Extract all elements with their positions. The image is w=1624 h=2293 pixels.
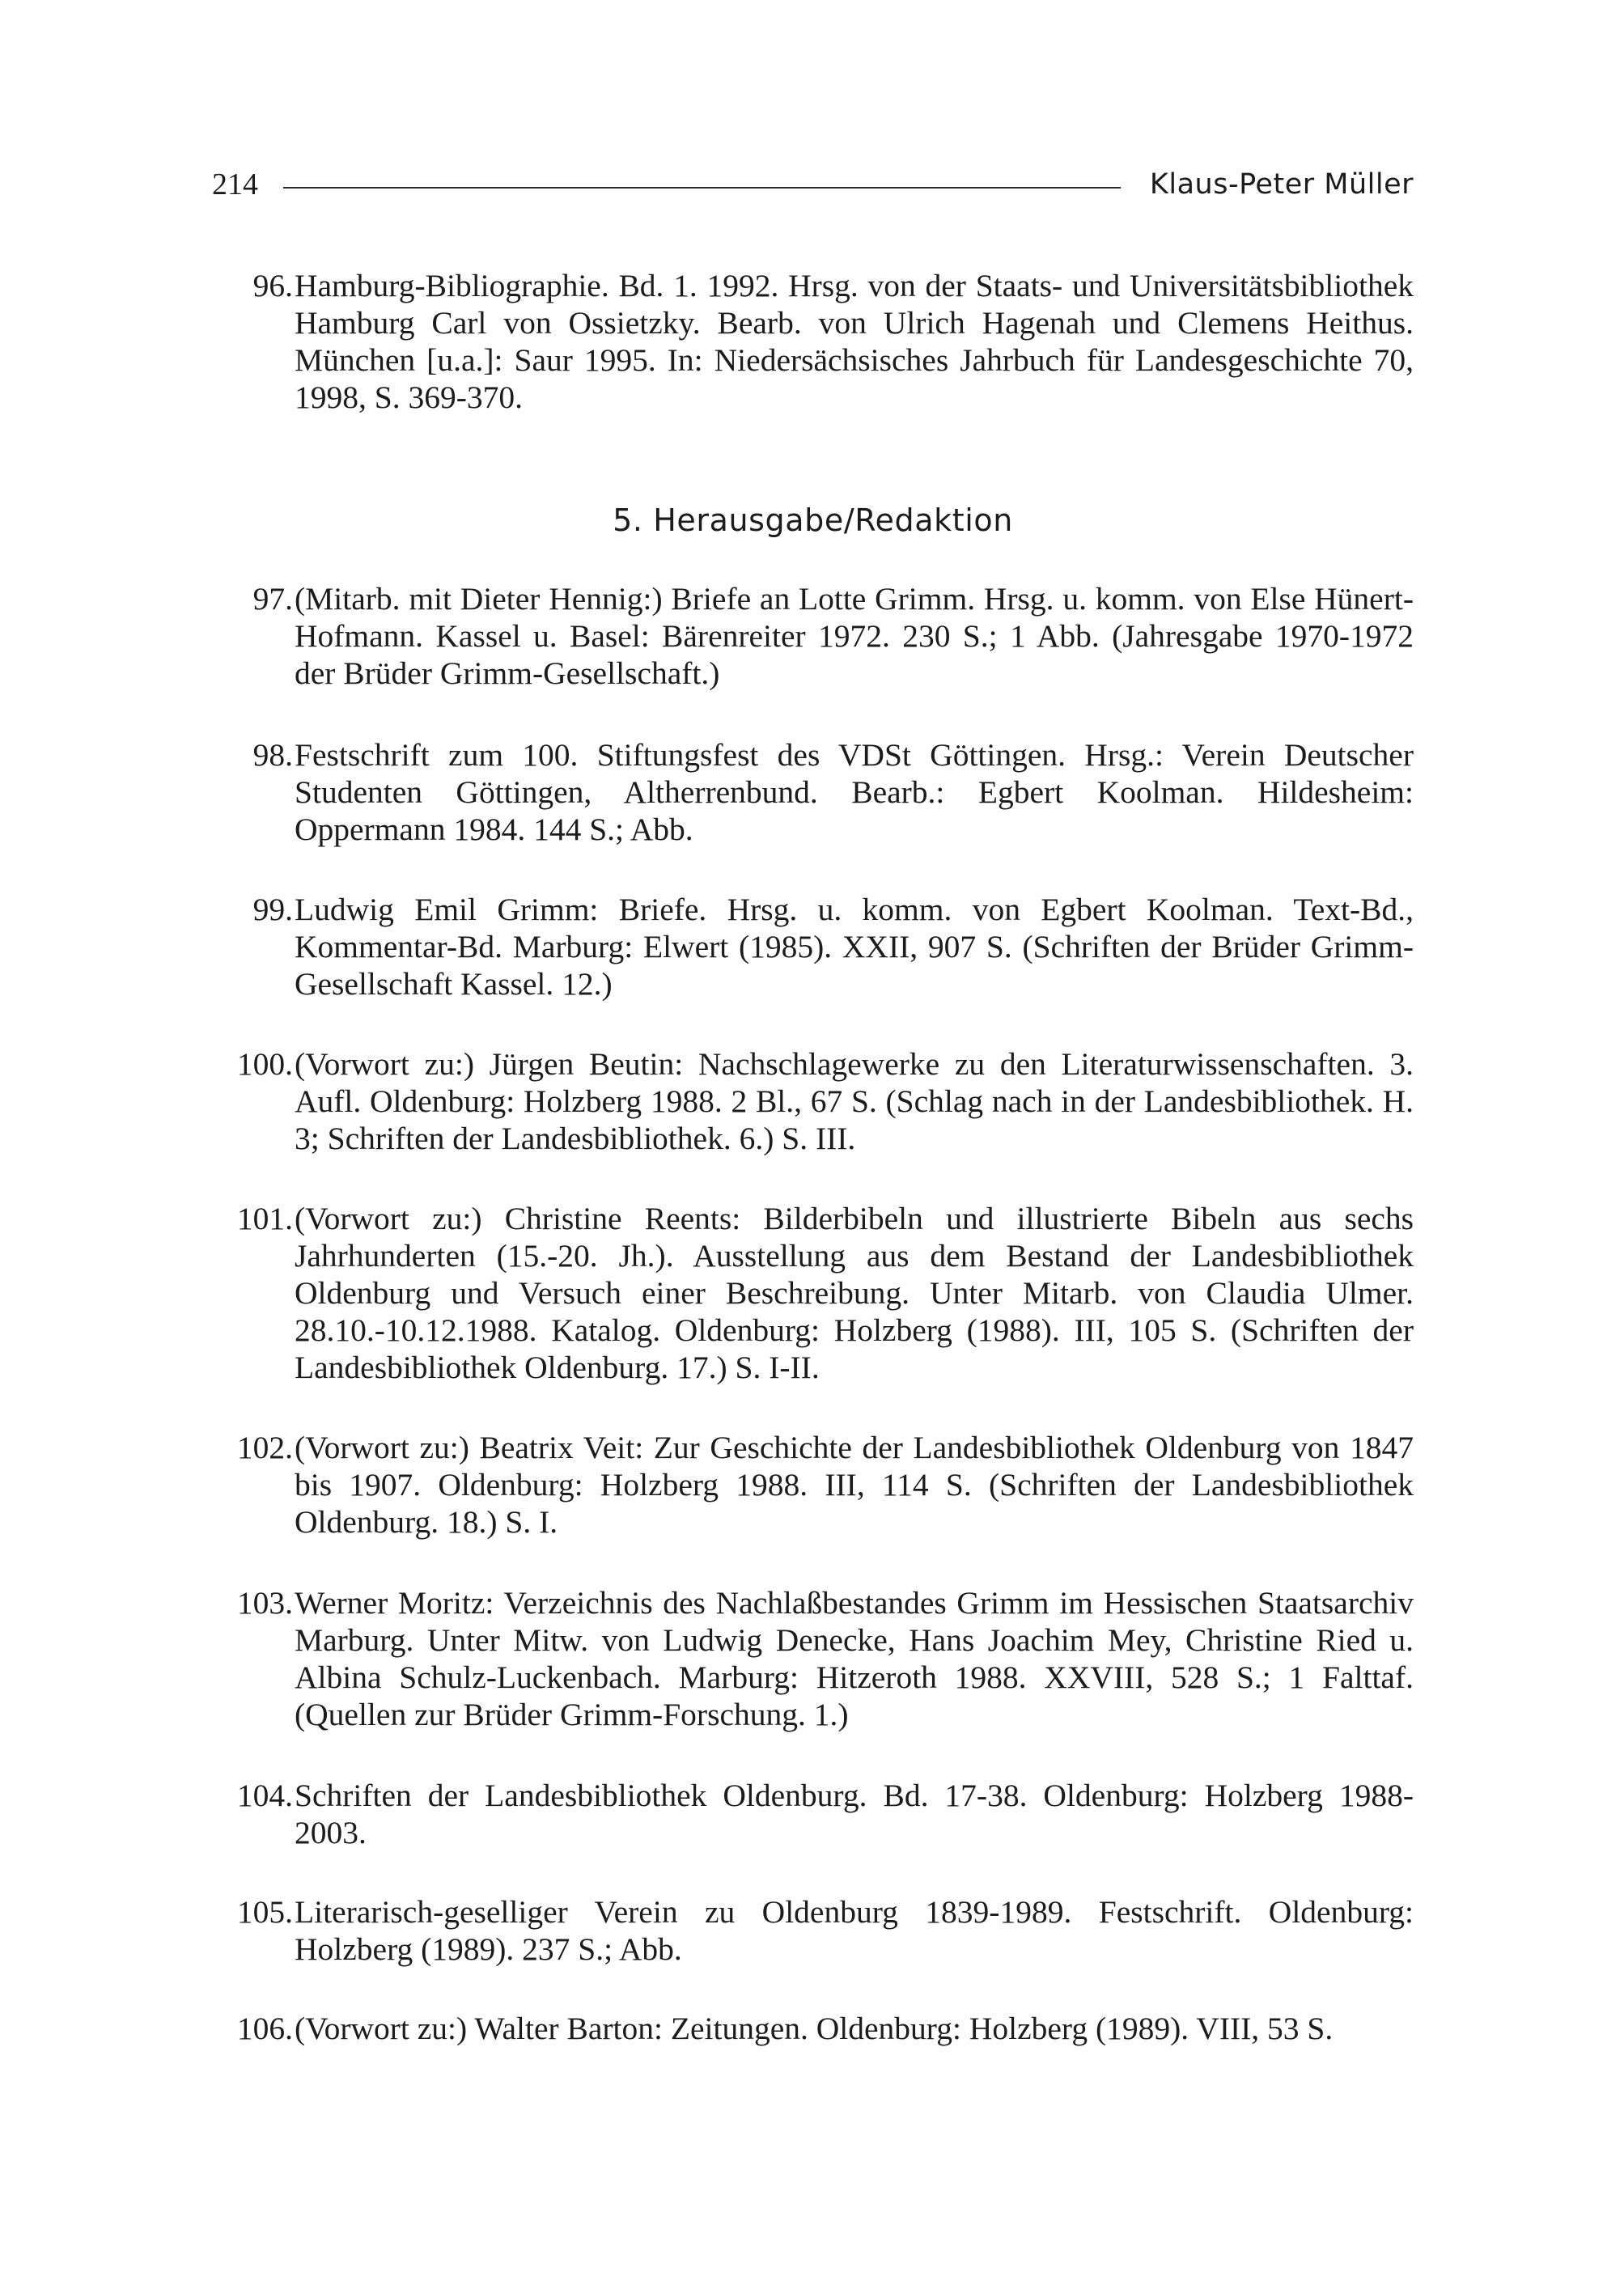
bibliography-entry-105 [212, 1893, 1414, 1968]
entry-number: 97. [252, 581, 293, 617]
entry-number: 103. [236, 1585, 293, 1621]
entry-text: Werner Moritz: Verzeichnis des Nachlaßbestandes Grimm im Hessischen Staatsarchiv Marburg. Unter Mitw. von Ludwig Denecke, Hans Joachim Mey, Christine Ried u. Albina Schulz-Luckenbach. Marburg: Hitzeroth 1988. XXVIII, 528 S.; 1 Falttaf. (Quellen zur Brüder Grimm-Forschung. 1.) [295, 1585, 1414, 1732]
bibliography-entry-103 [212, 1584, 1414, 1733]
bibliography-entry-101 [212, 1200, 1414, 1386]
bibliography-entry-99 [212, 891, 1414, 1002]
bibliography-entry-102 [212, 1429, 1414, 1541]
entry-text: Ludwig Emil Grimm: Briefe. Hrsg. u. komm. von Egbert Koolman. Text-Bd., Kommentar-Bd. Marburg: Elwert (1985). XXII, 907 S. (Schriften der Brüder Grimm-Gesellschaft Kassel. 12.) [295, 892, 1414, 1002]
entry-number: 98. [252, 737, 293, 773]
entry-text: (Mitarb. mit Dieter Hennig:) Briefe an Lotte Grimm. Hrsg. u. komm. von Else Hünert-Hofmann. Kassel u. Basel: Bärenreiter 1972. 230 S.; 1 Abb. (Jahresgabe 1970-1972 der Brüder Grimm-Gesellschaft.) [295, 581, 1414, 691]
entry-number: 104. [236, 1778, 293, 1813]
entry-text: (Vorwort zu:) Jürgen Beutin: Nachschlagewerke zu den Literaturwissenschaften. 3. Aufl. Oldenburg: Holzberg 1988. 2 Bl., 67 S. (Schlag nach in der Landesbibliothek. H. 3; Schriften der Landesbibliothek. 6.) S. III. [295, 1046, 1414, 1156]
entry-number: 105. [236, 1894, 293, 1930]
running-author: Klaus-Peter Müller [1149, 168, 1414, 201]
section-heading: 5. Herausgabe/Redaktion [613, 502, 1013, 538]
entry-text: Literarisch-geselliger Verein zu Oldenburg 1839-1989. Festschrift. Oldenburg: Holzberg (1989). 237 S.; Abb. [295, 1894, 1414, 1967]
entry-text: Schriften der Landesbibliothek Oldenburg. Bd. 17-38. Oldenburg: Holzberg 1988-2003. [295, 1778, 1414, 1850]
entry-number: 96. [252, 268, 293, 303]
page-number: 214 [212, 167, 258, 201]
running-header [212, 162, 1414, 210]
bibliography-entry-106 [212, 2010, 1414, 2047]
entry-number: 99. [252, 892, 293, 927]
bibliography-entry-96 [212, 267, 1414, 416]
entry-number: 102. [236, 1430, 293, 1465]
entry-number: 106. [236, 2011, 293, 2046]
bibliography-entry-104 [212, 1777, 1414, 1851]
bibliography-entry-98 [212, 736, 1414, 848]
entry-text: (Vorwort zu:) Beatrix Veit: Zur Geschichte der Landesbibliothek Oldenburg von 1847 bis 1907. Oldenburg: Holzberg 1988. III, 114 S. (Schriften der Landesbibliothek Oldenburg. 18.) S. I. [295, 1430, 1414, 1540]
bibliography-entry-100 [212, 1045, 1414, 1157]
entry-text: (Vorwort zu:) Christine Reents: Bilderbibeln und illustrierte Bibeln aus sechs Jahrhunderten (15.-20. Jh.). Ausstellung aus dem Bestand der Landesbibliothek Oldenburg und Versuch einer Beschreibung. Unter Mitarb. von Claudia Ulmer. 28.10.-10.12.1988. Katalog. Oldenburg: Holzberg (1988). III, 105 S. (Schriften der Landesbibliothek Oldenburg. 17.) S. I-II. [295, 1201, 1414, 1385]
entry-number: 101. [236, 1201, 293, 1236]
header-rule [283, 187, 1121, 189]
entry-number: 100. [236, 1046, 293, 1082]
entry-text: (Vorwort zu:) Walter Barton: Zeitungen. Oldenburg: Holzberg (1989). VIII, 53 S. [295, 2011, 1334, 2046]
entry-text: Hamburg-Bibliographie. Bd. 1. 1992. Hrsg. von der Staats- und Universitätsbibliothek Hamburg Carl von Ossietzky. Bearb. von Ulrich Hagenah und Clemens Heithus. München [u.a.]: Saur 1995. In: Niedersächsisches Jahrbuch für Landesgeschichte 70, 1998, S. 369-370. [295, 268, 1414, 415]
bibliography-entry-97 [212, 580, 1414, 692]
entry-text: Festschrift zum 100. Stiftungsfest des VDSt Göttingen. Hrsg.: Verein Deutscher Studenten Göttingen, Altherrenbund. Bearb.: Egbert Koolman. Hildesheim: Oppermann 1984. 144 S.; Abb. [295, 737, 1414, 847]
